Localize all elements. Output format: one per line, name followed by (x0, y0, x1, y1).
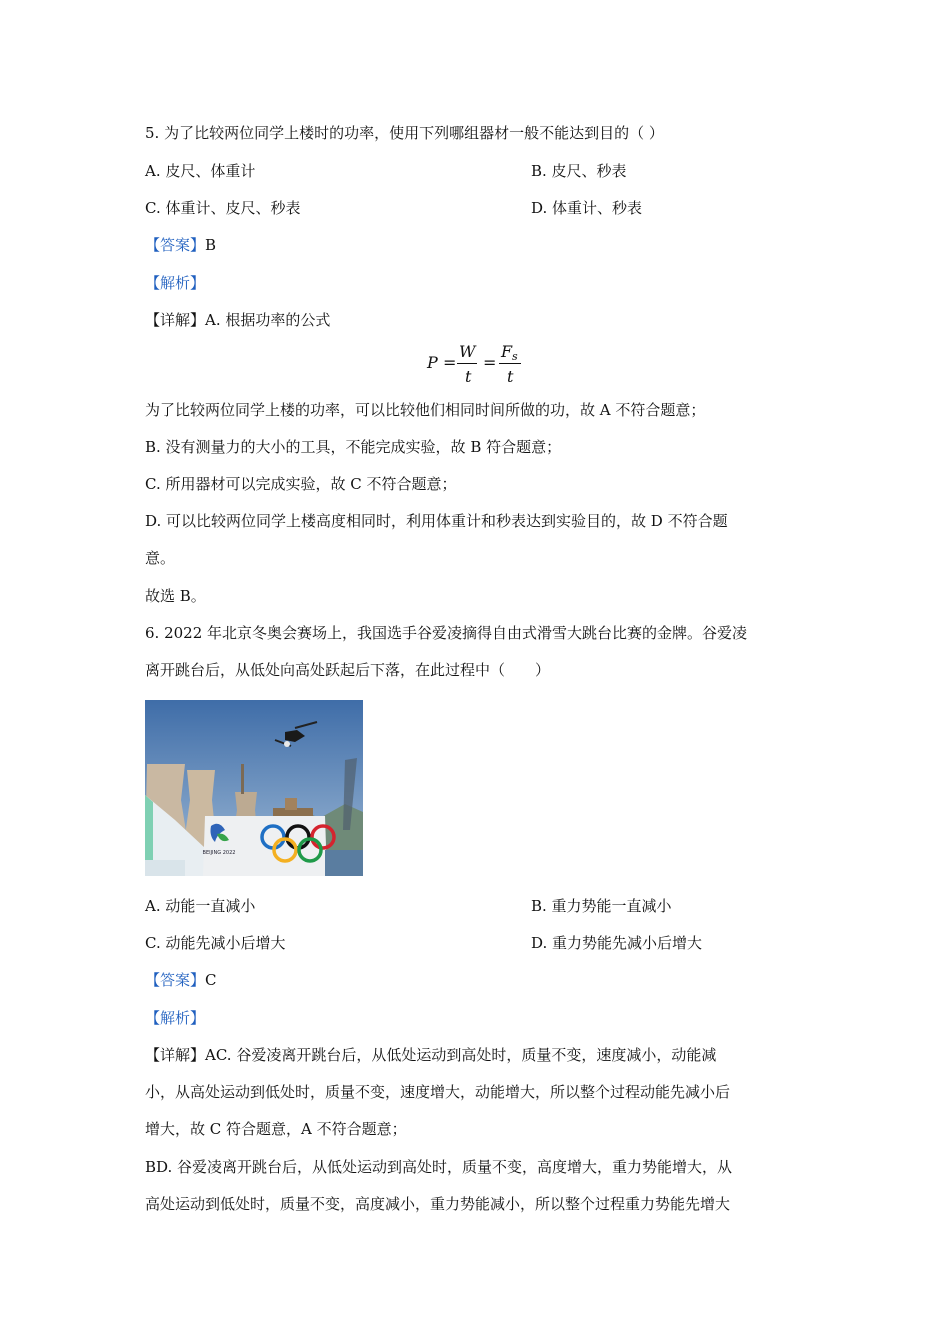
formula-eq2: = (483, 353, 497, 372)
answer-tag: 【答案】 (145, 971, 206, 989)
q6-detail-line-1 (145, 1045, 716, 1065)
q5-line-4: D. 可以比较两位同学上楼高度相同时，利用体重计和秒表达到实验目的，故 D 不符合题 (145, 512, 728, 530)
q6-detail-line-4: BD. 谷爱凌离开跳台后，从低处运动到高处时，质量不变，高度增大，重力势能增大，从 (145, 1158, 733, 1176)
formula-p: P (427, 353, 438, 372)
formula-t1: t (465, 367, 472, 386)
q6-option-d: D. 重力势能先减小后增大 (531, 934, 703, 952)
q5-line-6: 故选 B。 (145, 587, 206, 605)
q5-line-5: 意。 (145, 549, 176, 567)
answer-value: C (205, 971, 217, 989)
detail-tag: 【详解】 (145, 311, 206, 329)
q6-answer (145, 970, 217, 990)
q6-detail-line-2: 小，从高处运动到低处时，质量不变，速度增大，动能增大，所以整个过程动能先减小后 (145, 1083, 731, 1101)
answer-value: B (205, 236, 217, 254)
formula-sub-s: s (512, 350, 518, 363)
q6-analysis-tag: 【解析】 (145, 1009, 206, 1027)
detail-text: AC. 谷爱凌离开跳台后，从低处运动到高处时，质量不变，速度减小，动能减 (205, 1046, 717, 1064)
q6-detail-line-3: 增大，故 C 符合题意，A 不符合题意； (145, 1120, 407, 1138)
q6-option-c: C. 动能先减小后增大 (145, 934, 286, 952)
q5-option-a: A. 皮尺、体重计 (145, 162, 256, 180)
formula-w: W (459, 342, 476, 361)
q5-line-2: B. 没有测量力的大小的工具，不能完成实验，故 B 符合题意； (145, 438, 562, 456)
q5-answer (145, 235, 216, 255)
q5-option-b: B. 皮尺、秒表 (531, 162, 627, 180)
q5-option-c: C. 体重计、皮尺、秒表 (145, 199, 301, 217)
q5-option-d: D. 体重计、秒表 (531, 199, 643, 217)
q6-option-a: A. 动能一直减小 (145, 897, 256, 915)
q6-option-b: B. 重力势能一直减小 (531, 897, 672, 915)
q5-stem: 5. 为了比较两位同学上楼时的功率，使用下列哪组器材一般不能达到目的（ ） (145, 124, 664, 142)
q6-stem-line-2: 离开跳台后，从低处向高处跃起后下落，在此过程中（ ） (145, 661, 551, 679)
detail-text: A. 根据功率的公式 (205, 311, 331, 329)
power-formula (425, 342, 535, 395)
q5-analysis-tag: 【解析】 (145, 274, 206, 292)
formula-eq1: = (443, 353, 457, 372)
q5-line-3: C. 所用器材可以完成实验，故 C 不符合题意； (145, 475, 457, 493)
ski-jump-photo (145, 700, 363, 876)
q5-detail-intro (145, 310, 330, 330)
fraction-bar-2 (499, 363, 521, 364)
emblem-text: BEIJING 2022 (202, 850, 236, 856)
fraction-bar-1 (457, 363, 477, 364)
q6-detail-line-5: 高处运动到低处时，质量不变，高度减小，重力势能减小，所以整个过程重力势能先增大 (145, 1195, 731, 1213)
q6-stem-line-1: 6. 2022 年北京冬奥会赛场上，我国选手谷爱凌摘得自由式滑雪大跳台比赛的金牌。谷爱凌 (145, 624, 748, 642)
formula-f: F (501, 342, 513, 361)
formula-t2: t (507, 367, 514, 386)
q5-line-1: 为了比较两位同学上楼的功率，可以比较他们相同时间所做的功，故 A 不符合题意； (145, 401, 706, 419)
detail-tag: 【详解】 (145, 1046, 206, 1064)
answer-tag: 【答案】 (145, 236, 206, 254)
